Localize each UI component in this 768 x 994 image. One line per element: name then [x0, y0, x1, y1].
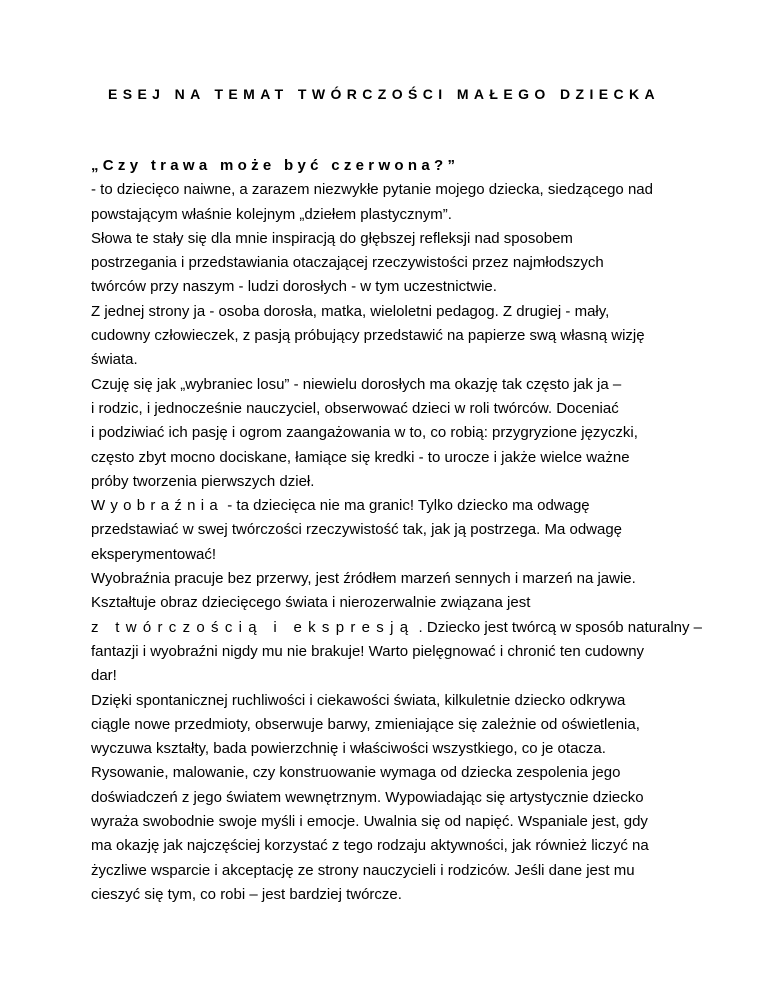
text-line: Wyobraźnia pracuje bez przerwy, jest źródłem marzeń sennych i marzeń na jawie.	[91, 570, 636, 588]
text-line: często zbyt mocno dociskane, łamiące się kredki - to urocze i jakże wielce ważne	[91, 448, 630, 466]
text-line: przedstawiać w swej twórczości rzeczywistość tak, jak ją postrzega. Ma odwagę	[91, 521, 623, 539]
text-line: postrzegania i przedstawiania otaczającej rzeczywistości przez najmłodszych	[91, 254, 604, 272]
text-line: wyraża swobodnie swoje myśli i emocje. Uwalnia się od napięć. Wspaniale jest, gdy	[91, 813, 648, 831]
imagination-rest: - ta dziecięca nie ma granic! Tylko dziecko ma odwagę	[223, 497, 590, 515]
text-line: i podziwiać ich pasję i ogrom zaangażowania w to, co robią: przygryzione języczki,	[91, 424, 638, 442]
text-line: wyczuwa kształty, bada powierzchnię i właściwości wszystkiego, co je otacza.	[91, 740, 606, 758]
essay-question: „Czy trawa może być czerwona?”	[91, 157, 460, 174]
expression-line	[91, 616, 703, 640]
imagination-word: Wyobraźnia	[91, 497, 224, 515]
imagination-line	[91, 494, 691, 518]
text-line: Słowa te stały się dla mnie inspiracją do głębszej refleksji nad sposobem	[91, 229, 573, 247]
text-line: fantazji i wyobraźni nigdy mu nie brakuje! Warto pielęgnować i chronić ten cudowny	[91, 642, 645, 660]
text-line: Rysowanie, malowanie, czy konstruowanie wymaga od dziecka zespolenia jego	[91, 764, 621, 782]
text-line: ciągle nowe przedmioty, obserwuje barwy, zmieniające się zależnie od oświetlenia,	[91, 715, 640, 733]
text-line: doświadczeń z jego światem wewnętrznym. Wypowiadając się artystycznie dziecko	[91, 788, 644, 806]
paragraph-block-3	[91, 640, 691, 907]
text-line: Kształtuje obraz dziecięcego świata i nierozerwalnie związana jest	[91, 594, 531, 612]
paragraph-block-1	[91, 178, 691, 494]
text-line: Czuję się jak „wybraniec losu” - niewielu dorosłych ma okazję tak często jak ja –	[91, 375, 622, 393]
essay-body	[91, 154, 703, 907]
text-line: dar!	[91, 667, 117, 685]
text-line: ma okazję jak najczęściej korzystać z tego rodzaju aktywności, jak również liczyć na	[91, 837, 649, 855]
text-line: Dzięki spontanicznej ruchliwości i ciekawości świata, kilkuletnie dziecko odkrywa	[91, 691, 626, 709]
expression-word: z twórczością i ekspresją	[91, 618, 415, 636]
text-line: życzliwe wsparcie i akceptację ze strony nauczycieli i rodziców. Jeśli dane jest mu	[91, 861, 635, 879]
text-line: twórców przy naszym - ludzi dorosłych - w tym uczestnictwie.	[91, 278, 497, 296]
text-line: cudowny człowieczek, z pasją próbujący przedstawić na papierze swą własną wizję	[91, 327, 645, 345]
text-line: powstającym właśnie kolejnym „dziełem plastycznym”.	[91, 205, 452, 223]
paragraph-block-2	[91, 518, 691, 615]
expression-rest: . Dziecko jest twórcą w sposób naturalny –	[414, 618, 703, 636]
text-line: eksperymentować!	[91, 545, 217, 563]
text-line: i rodzic, i jednocześnie nauczyciel, obserwować dzieci w roli twórców. Doceniać	[91, 399, 619, 417]
text-line: Z jednej strony ja - osoba dorosła, matka, wieloletni pedagog. Z drugiej - mały,	[91, 302, 610, 320]
essay-title: ESEJ NA TEMAT TWÓRCZOŚCI MAŁEGO DZIECKA	[107, 86, 661, 102]
text-line: cieszyć się tym, co robi – jest bardziej twórcze.	[91, 885, 402, 903]
text-line: próby tworzenia pierwszych dzieł.	[91, 472, 315, 490]
text-line: - to dziecięco naiwne, a zarazem niezwykłe pytanie mojego dziecka, siedzącego nad	[91, 181, 653, 199]
text-line: świata.	[91, 351, 138, 369]
